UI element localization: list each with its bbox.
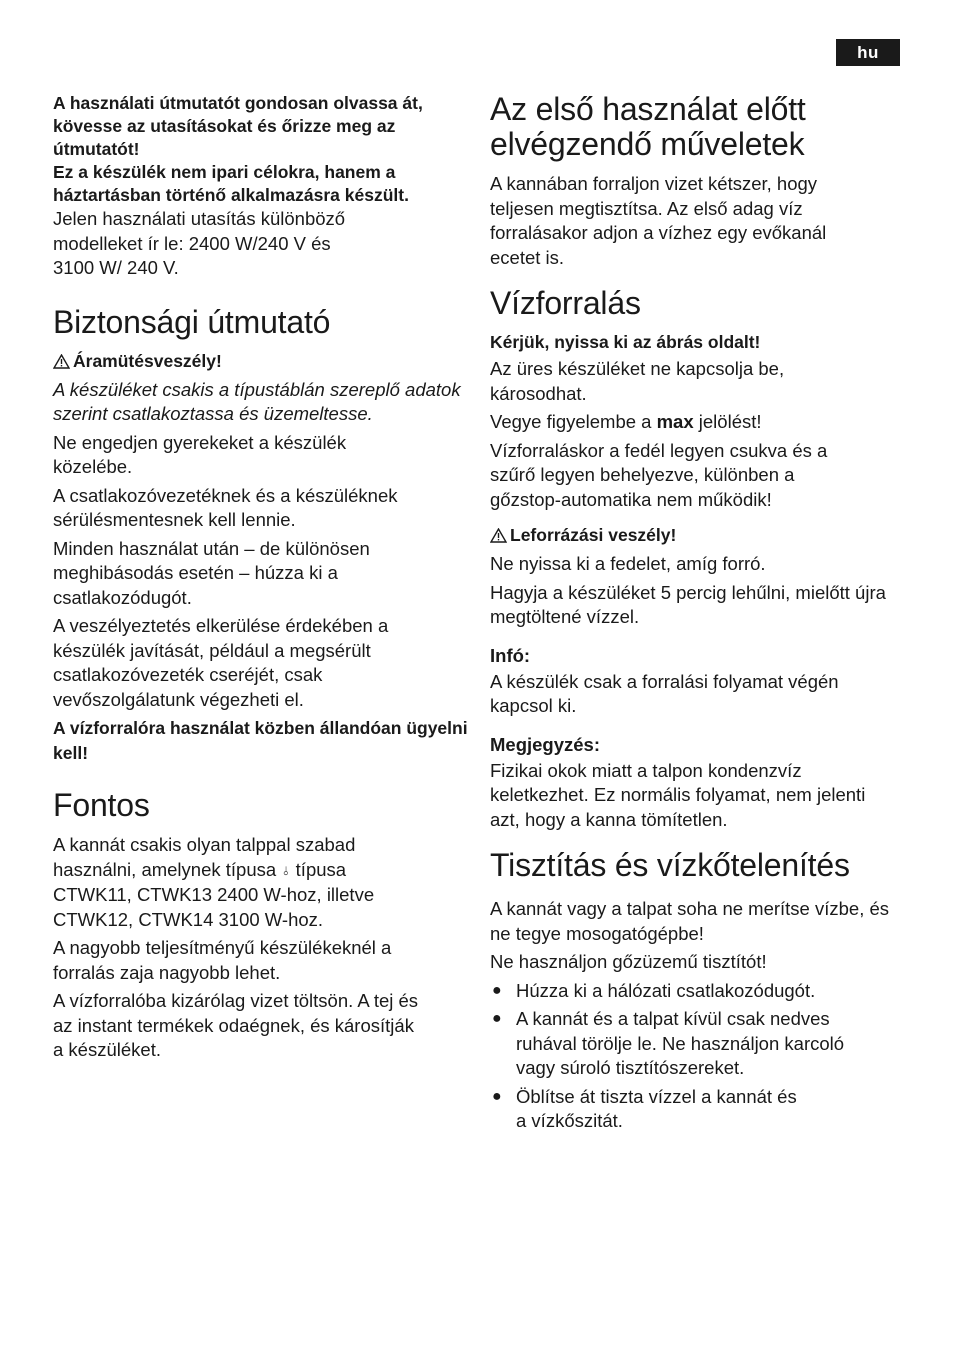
boiling-lid-hot-text: Ne nyissa ki a fedelet, amíg forró. (490, 553, 766, 574)
note-heading: Megjegyzés: (490, 733, 601, 755)
list-item-text: Öblítse át tiszta vízzel a kannát és a vízkőszitát. (516, 1085, 797, 1131)
list-item (490, 1007, 910, 1081)
list-item (490, 979, 910, 1004)
intro-models-text: Jelen használati utasítás különböző modelleket ír le: 2400 W/240 V és 3100 W/ 240 V. (53, 208, 346, 278)
cleaning-no-steam-text: Ne használjon gőzüzemű tisztítót! (490, 951, 767, 972)
boiling-lid-text: Vízforraláskor a fedél legyen csukva és a szűrő legyen behelyezve, különben a gőzstop-automatika nem működik! (490, 439, 828, 510)
boiling-open-page-note: Kérjük, nyissa ki az ábrás oldalt! (490, 332, 761, 352)
left-column (53, 92, 469, 1067)
important-heading: Fontos (53, 787, 150, 823)
cleaning-heading: Tisztítás és vízkőtelenítés (490, 847, 850, 883)
boiling-max-text (490, 410, 910, 435)
note-text: Fizikai okok miatt a talpon kondenzvíz keletkezhet. Ez normális folyamat, nem jelenti azt, hogy a kanna tömítetlen. (490, 759, 866, 830)
cleaning-no-immerse-text: A kannát vagy a talpat soha ne merítse vízbe, és ne tegye mosogatógépbe! (490, 898, 890, 944)
safety-heading: Biztonsági útmutató (53, 303, 331, 340)
warning-triangle-icon (490, 526, 507, 549)
important-base-text (53, 833, 423, 932)
info-text: A készülék csak a forralási folyamat végén kapcsol ki. (490, 670, 839, 716)
important-water-only-text: A vízforralóba kizárólag vizet töltsön. A tej és az instant termékek odaégnek, és károsítják a készüléket. (53, 990, 419, 1060)
safety-cable-text: A csatlakozóvezetéknek és a készüléknek sérülésmentesnek kell lennie. (53, 484, 398, 530)
scald-warning-label: Leforrázási veszély! (510, 525, 677, 545)
list-item-text: Húzza ki a hálózati csatlakozódugót. (516, 979, 816, 1001)
boiling-cool-down-text: Hagyja a készüléket 5 percig lehűlni, mielőtt újra megtöltené vízzel. (490, 581, 886, 627)
electric-shock-warning (53, 350, 469, 375)
scald-warning (490, 524, 910, 549)
bullet-icon: ● (492, 1010, 502, 1027)
safety-italic-text: A készüléket csakis a típustáblán szereplő adatok szerint csatlakoztassa és üzemeltesse. (53, 378, 461, 424)
info-heading: Infó: (490, 644, 531, 666)
important-noise-text: A nagyobb teljesítményű készülékeknél a forralás zaja nagyobb lehet. (53, 937, 392, 983)
safety-supervision-text: A vízforralóra használat közben állandóan ügyelni kell! (53, 718, 468, 763)
safety-children-text: Ne engedjen gyerekeket a készülék közelébe. (53, 431, 347, 477)
warning-triangle-icon (53, 352, 70, 375)
boiling-empty-text: Az üres készüléket ne kapcsolja be, károsodhat. (490, 358, 785, 404)
important-base-text-b: típusa CTWK11, CTWK13 2400 W-hoz, illetve CTWK12, CTWK14 3100 W-hoz. (53, 858, 375, 930)
intro-bold-instruction: A használati útmutatót gondosan olvassa át, kövesse az utasításokat és őrizze meg az útmutatót! (53, 93, 423, 159)
important-base-text-a: A kannát csakis olyan talppal szabad használni, amelynek típusa (53, 834, 356, 880)
first-use-text: A kannában forraljon vizet kétszer, hogy teljesen megtisztítsa. Az első adag víz forralásakor adjon a vízhez egy evőkanál ecetet is. (490, 173, 827, 268)
list-item-text: A kannát és a talpat kívül csak nedves ruhával törölje le. Ne használjon karcoló vagy súroló tisztítószereket. (516, 1008, 845, 1078)
intro-bold-household: Ez a készülék nem ipari célokra, hanem a háztartásban történő alkalmazásra készült. (53, 162, 409, 205)
right-column (490, 92, 910, 1138)
safety-repair-text: A veszélyeztetés elkerülése érdekében a készülék javítását, például a megsérült csatlakozóvezeték cseréjét, csak vevőszolgálatunk végezheti el. (53, 615, 389, 710)
safety-unplug-text: Minden használat után – de különösen meghibásodás esetén – húzza ki a csatlakozódugót. (53, 537, 370, 608)
cleaning-steps-list (490, 979, 910, 1134)
bullet-icon: ● (492, 981, 502, 999)
boiling-max-text-a: Vegye figyelembe a (490, 411, 652, 432)
boiling-max-text-b: jelölést! (698, 411, 762, 432)
list-item (490, 1085, 910, 1134)
first-use-heading: Az első használat előtt elvégzendő műveletek (490, 91, 806, 162)
boiling-max-mark: max (656, 411, 694, 432)
electric-shock-label: Áramütésveszély! (73, 350, 222, 371)
boiling-heading: Vízforralás (490, 285, 641, 321)
bullet-icon: ● (492, 1087, 502, 1105)
base-type-icon: ⫰ (283, 863, 289, 878)
language-badge: hu (836, 39, 900, 66)
